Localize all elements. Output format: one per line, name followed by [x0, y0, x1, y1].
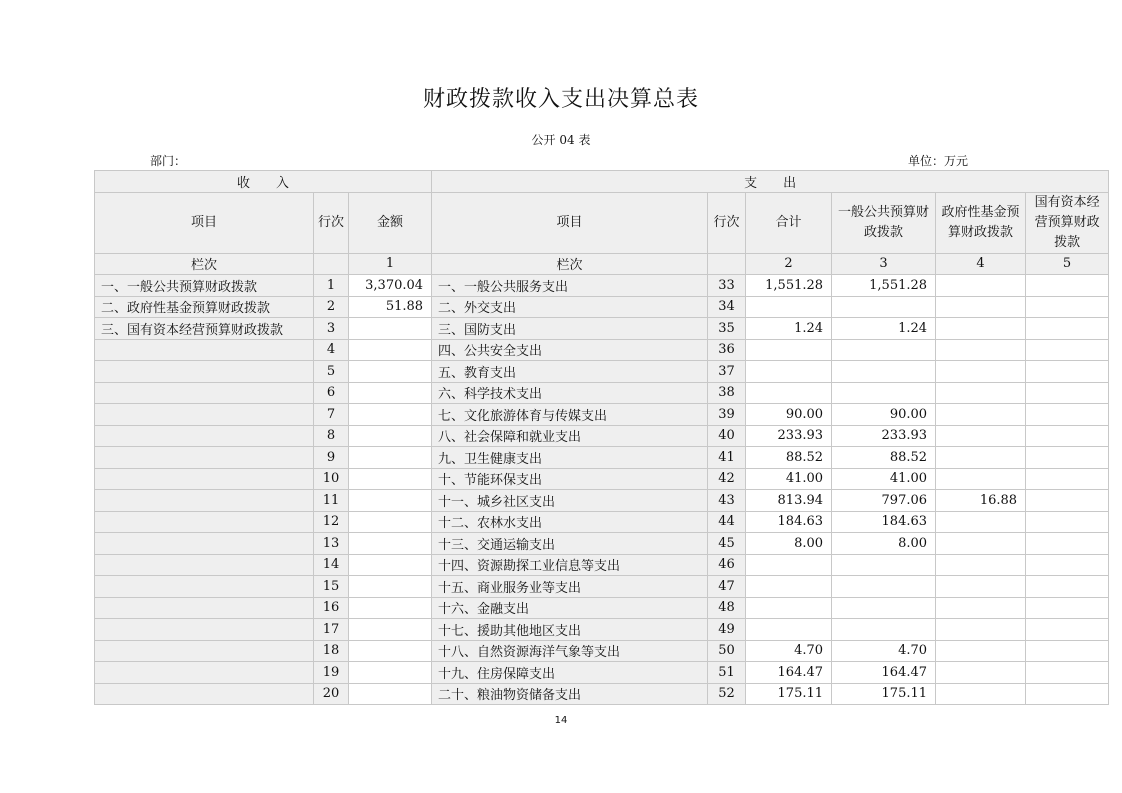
income-amount	[349, 619, 432, 641]
header-income-item: 项目	[95, 192, 314, 253]
income-item	[95, 361, 314, 383]
income-row-no: 8	[314, 425, 349, 447]
income-amount	[349, 490, 432, 512]
header-income-row-no: 行次	[314, 192, 349, 253]
state-capital-amount	[1026, 511, 1109, 533]
income-item	[95, 468, 314, 490]
income-amount	[349, 382, 432, 404]
state-capital-amount	[1026, 318, 1109, 340]
expense-row-no: 35	[708, 318, 746, 340]
expense-row-no: 50	[708, 640, 746, 662]
state-capital-amount	[1026, 468, 1109, 490]
income-item	[95, 619, 314, 641]
income-item: 一、一般公共预算财政拨款	[95, 275, 314, 297]
expense-total	[746, 576, 832, 598]
expense-total: 88.52	[746, 447, 832, 469]
table-row	[95, 361, 1109, 383]
income-item	[95, 683, 314, 705]
general-budget-amount	[832, 339, 936, 361]
general-budget-amount	[832, 619, 936, 641]
expense-item: 二十、粮油物资储备支出	[432, 683, 708, 705]
page-title: 财政拨款收入支出决算总表	[422, 87, 699, 112]
header-total: 合计	[746, 192, 832, 253]
income-item	[95, 576, 314, 598]
income-amount	[349, 533, 432, 555]
table-row	[95, 619, 1109, 641]
expense-item: 一、一般公共服务支出	[432, 275, 708, 297]
expense-total: 813.94	[746, 490, 832, 512]
income-row-no: 12	[314, 511, 349, 533]
income-amount	[349, 576, 432, 598]
general-budget-amount: 90.00	[832, 404, 936, 426]
expense-row-no: 34	[708, 296, 746, 318]
gov-fund-amount	[936, 619, 1026, 641]
income-row-no: 18	[314, 640, 349, 662]
expense-row-no: 43	[708, 490, 746, 512]
table-row	[95, 447, 1109, 469]
table-row	[95, 339, 1109, 361]
income-row-no: 4	[314, 339, 349, 361]
expense-item: 九、卫生健康支出	[432, 447, 708, 469]
table-row	[95, 382, 1109, 404]
state-capital-amount	[1026, 425, 1109, 447]
state-capital-amount	[1026, 597, 1109, 619]
income-item	[95, 597, 314, 619]
state-capital-amount	[1026, 361, 1109, 383]
expense-item: 十九、住房保障支出	[432, 662, 708, 684]
gov-fund-amount	[936, 404, 1026, 426]
expense-total: 1.24	[746, 318, 832, 340]
state-capital-amount	[1026, 619, 1109, 641]
state-capital-amount	[1026, 554, 1109, 576]
expense-item: 十二、农林水支出	[432, 511, 708, 533]
table-row	[95, 640, 1109, 662]
income-amount: 3,370.04	[349, 275, 432, 297]
state-capital-amount	[1026, 683, 1109, 705]
general-budget-amount	[832, 576, 936, 598]
income-amount	[349, 447, 432, 469]
gov-fund-amount	[936, 318, 1026, 340]
expense-row-no: 48	[708, 597, 746, 619]
income-row-no: 9	[314, 447, 349, 469]
gov-fund-amount	[936, 425, 1026, 447]
table-row	[95, 490, 1109, 512]
expense-row-no: 46	[708, 554, 746, 576]
expense-total: 90.00	[746, 404, 832, 426]
table-row	[95, 576, 1109, 598]
state-capital-amount	[1026, 447, 1109, 469]
income-section-header: 收 入	[95, 171, 432, 193]
income-row-no: 1	[314, 275, 349, 297]
gov-fund-amount	[936, 597, 1026, 619]
expense-row-no: 45	[708, 533, 746, 555]
general-budget-amount: 797.06	[832, 490, 936, 512]
income-amount	[349, 404, 432, 426]
expense-item: 五、教育支出	[432, 361, 708, 383]
income-item	[95, 640, 314, 662]
income-row-no: 19	[314, 662, 349, 684]
state-capital-amount	[1026, 662, 1109, 684]
income-row-no: 6	[314, 382, 349, 404]
income-row-no: 15	[314, 576, 349, 598]
header-expense-item: 项目	[432, 192, 708, 253]
expense-row-no: 41	[708, 447, 746, 469]
table-row	[95, 683, 1109, 705]
income-row-no: 14	[314, 554, 349, 576]
income-item: 二、政府性基金预算财政拨款	[95, 296, 314, 318]
department-label: 部门：	[150, 154, 187, 168]
gov-fund-amount	[936, 296, 1026, 318]
gov-fund-amount: 16.88	[936, 490, 1026, 512]
general-budget-amount	[832, 361, 936, 383]
header-general-budget: 一般公共预算财政拨款	[832, 192, 936, 253]
expense-total	[746, 619, 832, 641]
general-budget-amount: 175.11	[832, 683, 936, 705]
gov-fund-amount	[936, 447, 1026, 469]
expense-total: 4.70	[746, 640, 832, 662]
gov-fund-amount	[936, 554, 1026, 576]
expense-item: 十七、援助其他地区支出	[432, 619, 708, 641]
general-budget-amount	[832, 296, 936, 318]
expense-total: 41.00	[746, 468, 832, 490]
income-amount	[349, 640, 432, 662]
state-capital-amount	[1026, 339, 1109, 361]
col-num-5: 5	[1026, 253, 1109, 275]
expense-item: 七、文化旅游体育与传媒支出	[432, 404, 708, 426]
state-capital-amount	[1026, 275, 1109, 297]
expense-item: 三、国防支出	[432, 318, 708, 340]
expense-total	[746, 554, 832, 576]
income-item	[95, 554, 314, 576]
expense-row-no: 49	[708, 619, 746, 641]
expense-total	[746, 597, 832, 619]
income-row-no: 5	[314, 361, 349, 383]
expense-section-header: 支 出	[432, 171, 1109, 193]
income-amount	[349, 318, 432, 340]
gov-fund-amount	[936, 576, 1026, 598]
table-row	[95, 597, 1109, 619]
income-row-no: 11	[314, 490, 349, 512]
gov-fund-amount	[936, 640, 1026, 662]
income-row-no: 16	[314, 597, 349, 619]
state-capital-amount	[1026, 382, 1109, 404]
expense-total: 1,551.28	[746, 275, 832, 297]
gov-fund-amount	[936, 533, 1026, 555]
general-budget-amount: 1.24	[832, 318, 936, 340]
gov-fund-amount	[936, 662, 1026, 684]
income-amount	[349, 468, 432, 490]
income-amount	[349, 511, 432, 533]
income-row-no: 7	[314, 404, 349, 426]
income-item	[95, 382, 314, 404]
col-label-income: 栏次	[95, 253, 314, 275]
income-row-no: 13	[314, 533, 349, 555]
income-amount	[349, 662, 432, 684]
table-row	[95, 275, 1109, 297]
income-amount	[349, 425, 432, 447]
expense-item: 十五、商业服务业等支出	[432, 576, 708, 598]
expense-row-no: 51	[708, 662, 746, 684]
income-item	[95, 425, 314, 447]
general-budget-amount: 4.70	[832, 640, 936, 662]
general-budget-amount	[832, 554, 936, 576]
income-amount	[349, 683, 432, 705]
col-num-4: 4	[936, 253, 1026, 275]
expense-total	[746, 361, 832, 383]
expense-item: 十六、金融支出	[432, 597, 708, 619]
header-expense-row-no: 行次	[708, 192, 746, 253]
income-row-no: 10	[314, 468, 349, 490]
expense-total	[746, 296, 832, 318]
general-budget-amount: 164.47	[832, 662, 936, 684]
income-item	[95, 511, 314, 533]
general-budget-amount: 88.52	[832, 447, 936, 469]
expense-row-no: 42	[708, 468, 746, 490]
table-row	[95, 468, 1109, 490]
gov-fund-amount	[936, 683, 1026, 705]
header-gov-fund: 政府性基金预算财政拨款	[936, 192, 1026, 253]
expense-row-no: 36	[708, 339, 746, 361]
general-budget-amount	[832, 382, 936, 404]
expense-item: 十四、资源勘探工业信息等支出	[432, 554, 708, 576]
table-code: 公开 04 表	[531, 133, 591, 147]
expense-total	[746, 382, 832, 404]
income-row-no: 17	[314, 619, 349, 641]
general-budget-amount: 8.00	[832, 533, 936, 555]
page-number: 14	[554, 715, 568, 726]
income-item: 三、国有资本经营预算财政拨款	[95, 318, 314, 340]
state-capital-amount	[1026, 490, 1109, 512]
header-income-amount: 金额	[349, 192, 432, 253]
gov-fund-amount	[936, 382, 1026, 404]
gov-fund-amount	[936, 361, 1026, 383]
expense-item: 十一、城乡社区支出	[432, 490, 708, 512]
expense-item: 八、社会保障和就业支出	[432, 425, 708, 447]
general-budget-amount: 184.63	[832, 511, 936, 533]
table-row	[95, 511, 1109, 533]
state-capital-amount	[1026, 576, 1109, 598]
expense-item: 十、节能环保支出	[432, 468, 708, 490]
col-num-blank	[314, 253, 349, 275]
col-num-3: 3	[832, 253, 936, 275]
gov-fund-amount	[936, 468, 1026, 490]
table-row	[95, 404, 1109, 426]
income-item	[95, 662, 314, 684]
income-amount	[349, 361, 432, 383]
expense-row-no: 37	[708, 361, 746, 383]
col-num-1: 1	[349, 253, 432, 275]
expense-item: 四、公共安全支出	[432, 339, 708, 361]
income-item	[95, 447, 314, 469]
table-row	[95, 425, 1109, 447]
expense-total: 164.47	[746, 662, 832, 684]
budget-table	[94, 170, 1109, 705]
col-label-expense: 栏次	[432, 253, 708, 275]
unit-label: 单位：万元	[908, 154, 969, 168]
expense-total: 175.11	[746, 683, 832, 705]
gov-fund-amount	[936, 275, 1026, 297]
income-item	[95, 404, 314, 426]
gov-fund-amount	[936, 339, 1026, 361]
income-amount: 51.88	[349, 296, 432, 318]
expense-row-no: 39	[708, 404, 746, 426]
expense-item: 六、科学技术支出	[432, 382, 708, 404]
expense-row-no: 44	[708, 511, 746, 533]
state-capital-amount	[1026, 296, 1109, 318]
general-budget-amount: 41.00	[832, 468, 936, 490]
table-row	[95, 662, 1109, 684]
income-item	[95, 339, 314, 361]
general-budget-amount	[832, 597, 936, 619]
income-row-no: 2	[314, 296, 349, 318]
expense-row-no: 40	[708, 425, 746, 447]
expense-row-no: 47	[708, 576, 746, 598]
general-budget-amount: 233.93	[832, 425, 936, 447]
state-capital-amount	[1026, 533, 1109, 555]
col-num-blank	[708, 253, 746, 275]
expense-total	[746, 339, 832, 361]
expense-row-no: 33	[708, 275, 746, 297]
table-row	[95, 318, 1109, 340]
income-amount	[349, 339, 432, 361]
col-num-2: 2	[746, 253, 832, 275]
expense-total: 233.93	[746, 425, 832, 447]
expense-item: 十三、交通运输支出	[432, 533, 708, 555]
expense-total: 8.00	[746, 533, 832, 555]
income-item	[95, 490, 314, 512]
gov-fund-amount	[936, 511, 1026, 533]
expense-row-no: 38	[708, 382, 746, 404]
header-state-capital: 国有资本经营预算财政拨款	[1026, 192, 1109, 253]
income-item	[95, 533, 314, 555]
table-row	[95, 533, 1109, 555]
income-amount	[349, 554, 432, 576]
income-amount	[349, 597, 432, 619]
expense-total: 184.63	[746, 511, 832, 533]
general-budget-amount: 1,551.28	[832, 275, 936, 297]
income-row-no: 20	[314, 683, 349, 705]
table-row	[95, 554, 1109, 576]
expense-item: 二、外交支出	[432, 296, 708, 318]
expense-item: 十八、自然资源海洋气象等支出	[432, 640, 708, 662]
state-capital-amount	[1026, 404, 1109, 426]
table-row	[95, 296, 1109, 318]
income-row-no: 3	[314, 318, 349, 340]
expense-row-no: 52	[708, 683, 746, 705]
state-capital-amount	[1026, 640, 1109, 662]
